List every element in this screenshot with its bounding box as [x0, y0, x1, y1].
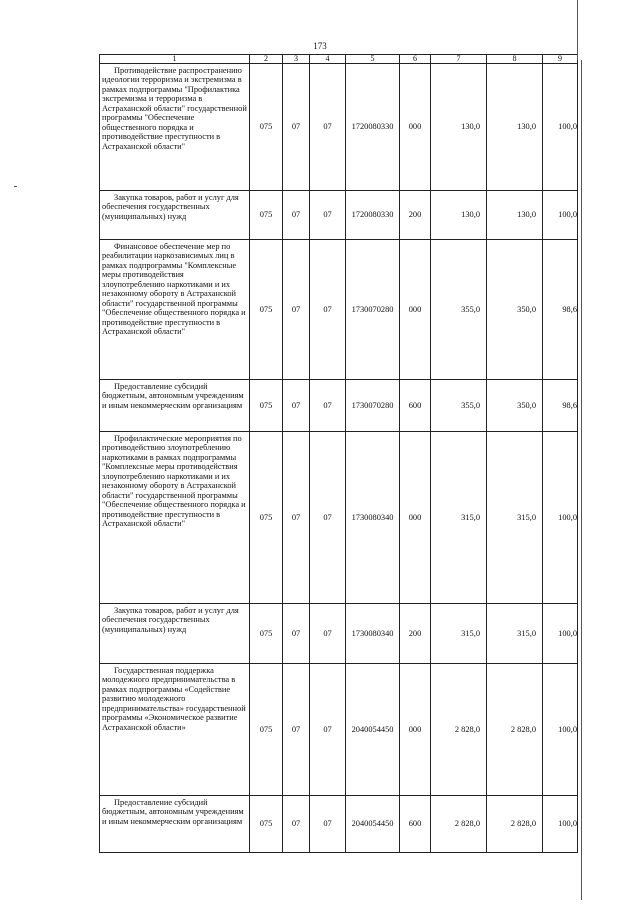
row-name: Предоставление субсидий бюджетным, автономным учреждениям и иным некоммерческим организациям	[102, 798, 244, 826]
subsection-cell: 07	[310, 240, 346, 380]
planned-amount-cell: 2 828,0	[431, 664, 487, 796]
expense-type-cell: 600	[400, 380, 431, 432]
code-cell: 075	[250, 191, 283, 240]
target-article-cell: 2040054450	[346, 664, 400, 796]
section-cell: 07	[283, 796, 310, 853]
percent-cell: 98,6	[543, 380, 578, 432]
section-cell: 07	[283, 432, 310, 604]
planned-amount-cell: 2 828,0	[431, 796, 487, 853]
subsection-cell: 07	[310, 796, 346, 853]
scan-margin-line	[581, 60, 582, 900]
row-name-cell	[100, 796, 250, 853]
percent-cell: 100,0	[543, 432, 578, 604]
code-cell: 075	[250, 664, 283, 796]
page-number: 173	[313, 41, 327, 51]
scan-margin-line	[577, 0, 578, 60]
percent-cell: 98,6	[543, 240, 578, 380]
code-cell: 075	[250, 604, 283, 664]
table-row	[100, 664, 578, 796]
code-cell: 075	[250, 380, 283, 432]
table-row	[100, 604, 578, 664]
subsection-cell: 07	[310, 664, 346, 796]
row-name: Профилактические мероприятия по противодействию злоупотреблению наркотиками в рамках подпрограммы "Комплексные меры противодействия злоупотреблению наркотиками и их незаконному обороту в Астраханской области" государственной программы "Обеспечение общественного порядка и противодействие преступности в Астраханской области"	[102, 434, 246, 529]
target-article-cell: 1720080330	[346, 191, 400, 240]
actual-amount-cell: 315,0	[487, 604, 543, 664]
row-name: Предоставление субсидий бюджетным, автономным учреждениям и иным некоммерческим организациям	[102, 382, 244, 410]
budget-table	[99, 54, 578, 853]
row-name-cell	[100, 664, 250, 796]
code-cell: 075	[250, 796, 283, 853]
percent-cell: 100,0	[543, 796, 578, 853]
column-header-3: 3	[283, 55, 310, 64]
table-header	[100, 55, 578, 64]
column-header-7: 7	[431, 55, 487, 64]
expense-type-cell: 000	[400, 64, 431, 191]
row-name-cell	[100, 604, 250, 664]
percent-cell: 100,0	[543, 664, 578, 796]
actual-amount-cell: 130,0	[487, 64, 543, 191]
target-article-cell: 1730080340	[346, 604, 400, 664]
section-cell: 07	[283, 604, 310, 664]
target-article-cell: 1730080340	[346, 432, 400, 604]
row-name-cell	[100, 191, 250, 240]
expense-type-cell: 600	[400, 796, 431, 853]
section-cell: 07	[283, 64, 310, 191]
table-row	[100, 796, 578, 853]
scan-margin-tick	[14, 186, 17, 187]
section-cell: 07	[283, 380, 310, 432]
expense-type-cell: 200	[400, 604, 431, 664]
column-header-2: 2	[250, 55, 283, 64]
expense-type-cell: 200	[400, 191, 431, 240]
subsection-cell: 07	[310, 380, 346, 432]
subsection-cell: 07	[310, 191, 346, 240]
table-row	[100, 380, 578, 432]
planned-amount-cell: 130,0	[431, 64, 487, 191]
code-cell: 075	[250, 64, 283, 191]
percent-cell: 100,0	[543, 604, 578, 664]
column-header-1: 1	[100, 55, 250, 64]
percent-cell: 100,0	[543, 191, 578, 240]
subsection-cell: 07	[310, 64, 346, 191]
row-name: Противодействие распространению идеологии терроризма и экстремизма в рамках подпрограммы "Профилактика экстремизма и терроризма в Астраханской области" государственной программы "Обеспечение общественного порядка и противодействие преступности в Астраханской области"	[102, 66, 247, 151]
row-name-cell	[100, 64, 250, 191]
section-cell: 07	[283, 191, 310, 240]
column-header-6: 6	[400, 55, 431, 64]
actual-amount-cell: 2 828,0	[487, 796, 543, 853]
column-header-8: 8	[487, 55, 543, 64]
planned-amount-cell: 315,0	[431, 432, 487, 604]
target-article-cell: 1730070280	[346, 240, 400, 380]
row-name: Закупка товаров, работ и услуг для обеспечения государственных (муниципальных) нужд	[102, 606, 239, 634]
budget-table-container	[99, 54, 577, 853]
row-name-cell	[100, 380, 250, 432]
section-cell: 07	[283, 240, 310, 380]
column-header-9: 9	[543, 55, 578, 64]
planned-amount-cell: 355,0	[431, 240, 487, 380]
section-cell: 07	[283, 664, 310, 796]
expense-type-cell: 000	[400, 432, 431, 604]
target-article-cell: 1720080330	[346, 64, 400, 191]
planned-amount-cell: 130,0	[431, 191, 487, 240]
column-header-5: 5	[346, 55, 400, 64]
table-row	[100, 240, 578, 380]
target-article-cell: 2040054450	[346, 796, 400, 853]
target-article-cell: 1730070280	[346, 380, 400, 432]
code-cell: 075	[250, 432, 283, 604]
table-row	[100, 191, 578, 240]
table-row	[100, 64, 578, 191]
subsection-cell: 07	[310, 604, 346, 664]
actual-amount-cell: 350,0	[487, 380, 543, 432]
table-body	[100, 64, 578, 853]
code-cell: 075	[250, 240, 283, 380]
row-name-cell	[100, 240, 250, 380]
planned-amount-cell: 355,0	[431, 380, 487, 432]
table-row	[100, 432, 578, 604]
percent-cell: 100,0	[543, 64, 578, 191]
actual-amount-cell: 350,0	[487, 240, 543, 380]
actual-amount-cell: 130,0	[487, 191, 543, 240]
actual-amount-cell: 315,0	[487, 432, 543, 604]
row-name: Государственная поддержка молодежного предпринимательства в рамках подпрограммы «Содействие развитию молодежного предпринимательства» государственной программы «Экономическое развитие Астраханской области»	[102, 666, 246, 732]
expense-type-cell: 000	[400, 664, 431, 796]
column-header-4: 4	[310, 55, 346, 64]
row-name: Закупка товаров, работ и услуг для обеспечения государственных (муниципальных) нужд	[102, 193, 239, 221]
row-name: Финансовое обеспечение мер по реабилитации наркозависимых лиц в рамках подпрограммы "Комплексные меры противодействия злоупотреблению наркотиками и их незаконному обороту в Астраханской области" государственной программы "Обеспечение общественного порядка и противодействие преступности в Астраханской области"	[102, 242, 246, 337]
header-row	[100, 55, 578, 64]
expense-type-cell: 000	[400, 240, 431, 380]
planned-amount-cell: 315,0	[431, 604, 487, 664]
actual-amount-cell: 2 828,0	[487, 664, 543, 796]
row-name-cell	[100, 432, 250, 604]
subsection-cell: 07	[310, 432, 346, 604]
